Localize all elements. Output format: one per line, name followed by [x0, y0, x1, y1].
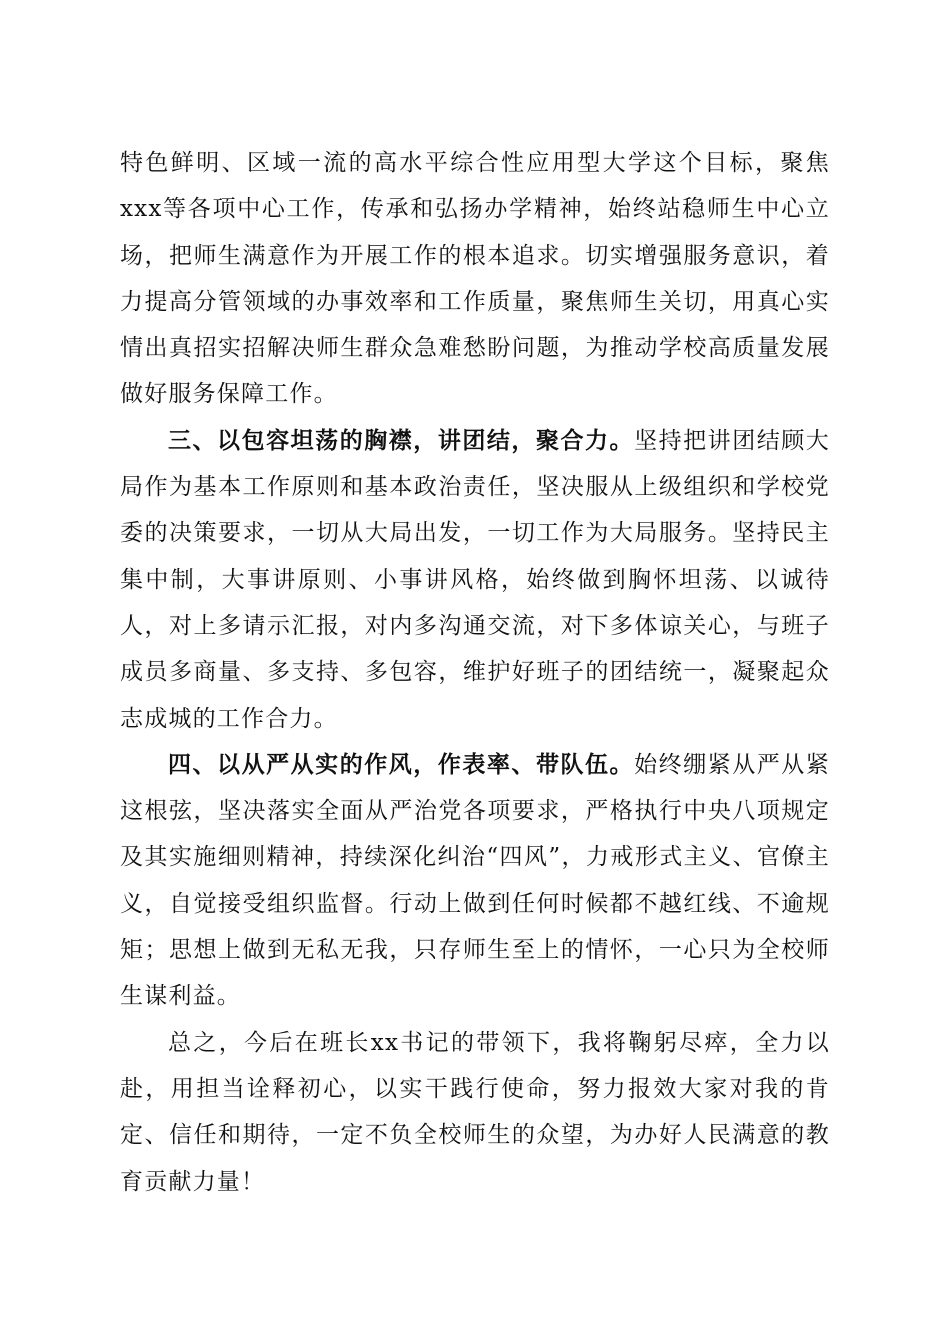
section-heading: 三、以包容坦荡的胸襟，讲团结，聚合力。 — [168, 427, 635, 454]
paragraph-section-three — [120, 418, 830, 742]
document-body — [120, 140, 830, 1205]
paragraph-closing — [120, 1020, 830, 1205]
paragraph-section-four — [120, 742, 830, 1020]
paragraph-continuation — [120, 140, 830, 418]
section-heading: 四、以从严从实的作风，作表率、带队伍。 — [168, 751, 635, 778]
paragraph-text: 始终绷紧从严从紧这根弦，坚决落实全面从严治党各项要求，严格执行中央八项规定及其实施细则精神，持续深化纠治“四风”，力戒形式主义、官僚主义，自觉接受组织监督。行动上做到任何时候都不越红线、不逾规矩；思想上做到无私无我，只存师生至上的情怀，一心只为全校师生谋利益。 — [120, 751, 830, 1010]
paragraph-text: 总之，今后在班长xx书记的带领下，我将鞠躬尽瘁，全力以赴，用担当诠释初心，以实干践行使命，努力报效大家对我的肯定、信任和期待，一定不负全校师生的众望，为办好人民满意的教育贡献力量！ — [120, 1029, 830, 1195]
paragraph-text: 坚持把讲团结顾大局作为基本工作原则和基本政治责任，坚决服从上级组织和学校党委的决策要求，一切从大局出发，一切工作为大局服务。坚持民主集中制，大事讲原则、小事讲风格，始终做到胸怀坦荡、以诚待人，对上多请示汇报，对内多沟通交流，对下多体谅关心，与班子成员多商量、多支持、多包容，维护好班子的团结统一，凝聚起众志成城的工作合力。 — [120, 427, 830, 732]
paragraph-text: 特色鲜明、区域一流的高水平综合性应用型大学这个目标，聚焦xxx等各项中心工作，传承和弘扬办学精神，始终站稳师生中心立场，把师生满意作为开展工作的根本追求。切实增强服务意识，着力提高分管领域的办事效率和工作质量，聚焦师生关切，用真心实情出真招实招解决师生群众急难愁盼问题，为推动学校高质量发展做好服务保障工作。 — [120, 150, 830, 408]
